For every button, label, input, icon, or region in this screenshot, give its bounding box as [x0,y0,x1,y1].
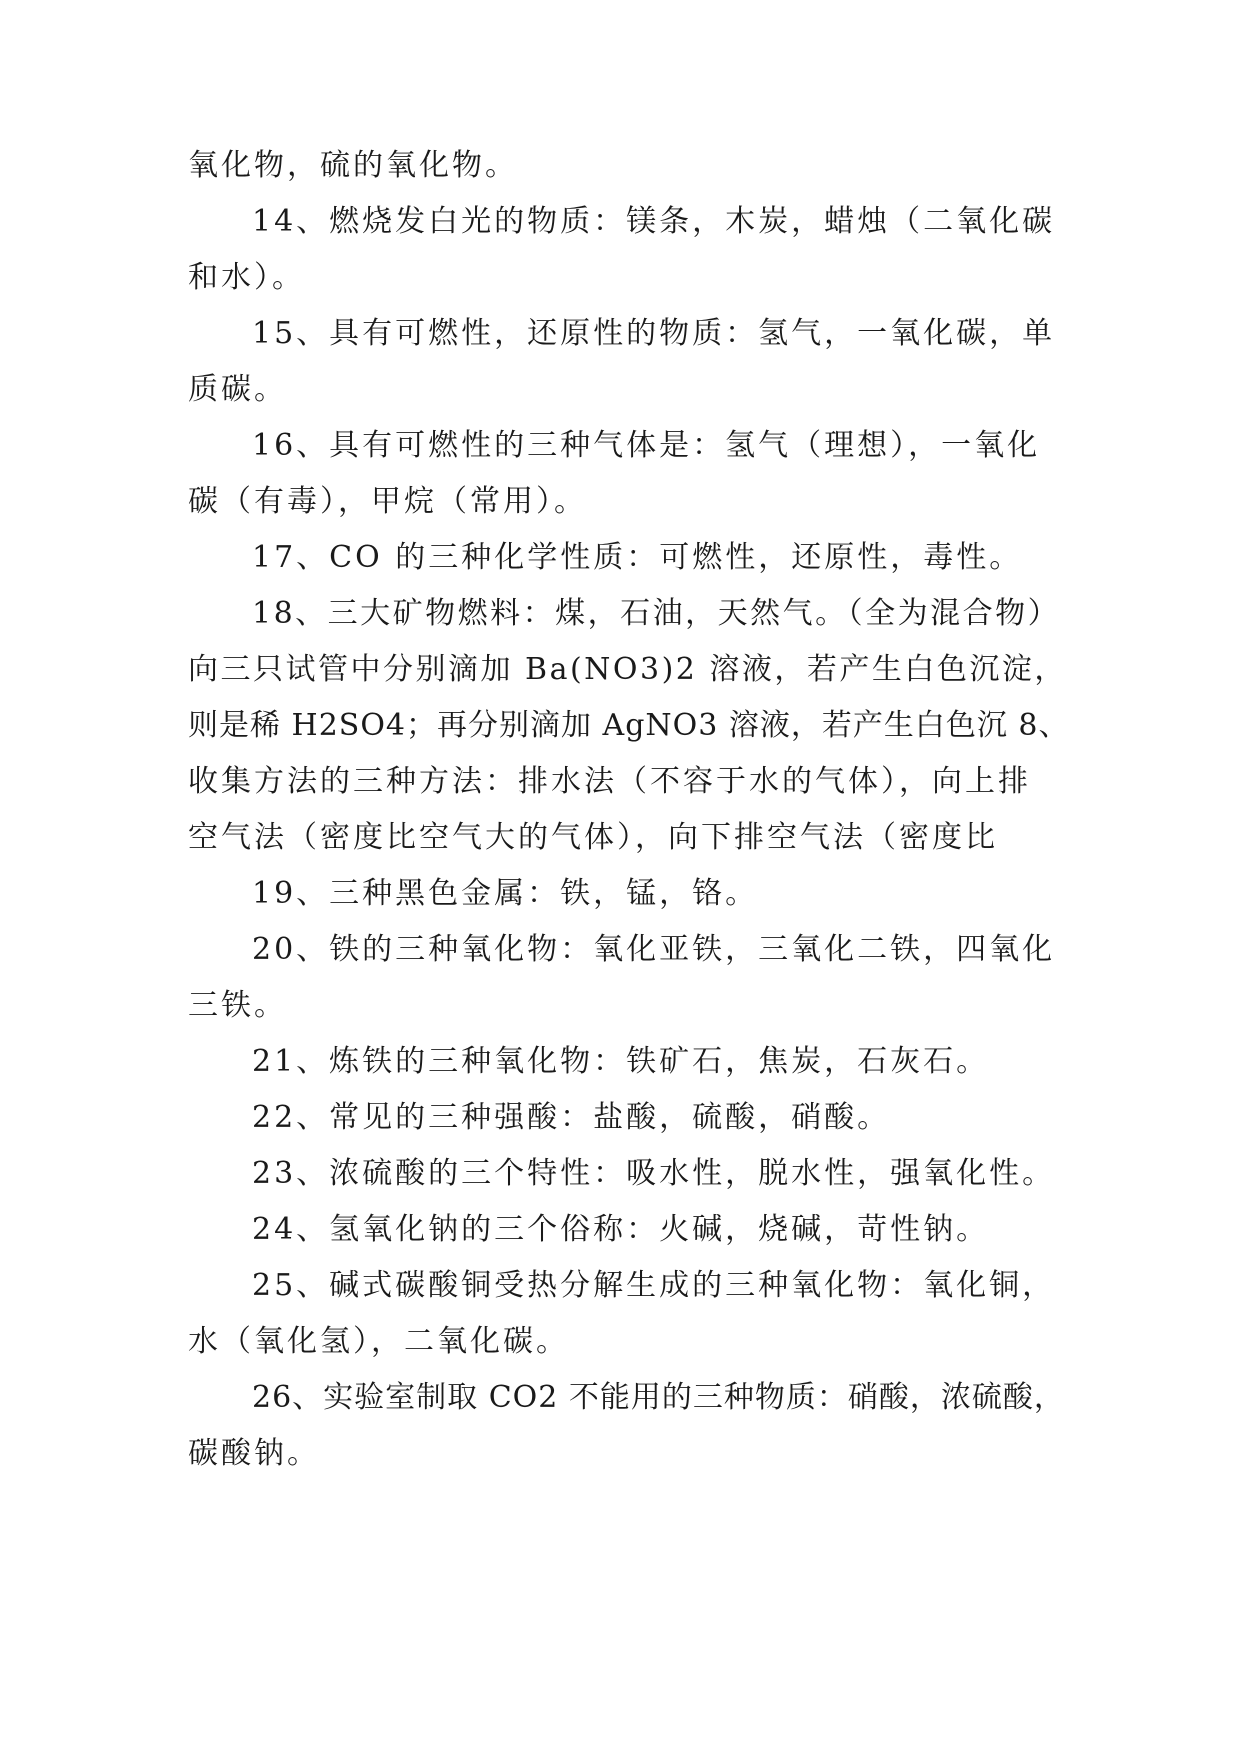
text-line: 18、三大矿物燃料：煤，石油，天然气。（全为混合物） [252,596,1061,631]
text-line: 21、炼铁的三种氧化物：铁矿石，焦炭，石灰石。 [252,1044,990,1079]
text-line: 碳（有毒），甲烷（常用）。 [188,484,587,519]
text-line: 收集方法的三种方法：排水法（不容于水的气体），向上排 [188,764,1031,799]
text-line: 19、三种黑色金属：铁，锰，铬。 [252,876,759,911]
text-line: 20、铁的三种氧化物：氧化亚铁，三氧化二铁，四氧化 [252,932,1056,967]
text-line: 三铁。 [188,988,287,1023]
text-line: 则是稀 H2SO4；再分别滴加 AgNO3 溶液，若产生白色沉 8、 [188,708,1070,743]
text-line: 氧化物，硫的氧化物。 [188,148,518,183]
text-line: 26、实验室制取 CO2 不能用的三种物质：硝酸，浓硫酸， [252,1380,1065,1415]
text-line: 15、具有可燃性，还原性的物质：氢气，一氧化碳，单 [252,316,1056,351]
text-line: 22、常见的三种强酸：盐酸，硫酸，硝酸。 [252,1100,891,1135]
text-line: 空气法（密度比空气大的气体），向下排空气法（密度比 [188,820,998,855]
text-line: 和水）。 [188,260,305,295]
text-line: 质碳。 [188,372,287,407]
text-line: 碳酸钠。 [188,1436,320,1471]
text-line: 17、CO 的三种化学性质：可燃性，还原性，毒性。 [252,540,1023,575]
text-line: 水（氧化氢），二氧化碳。 [188,1324,569,1359]
text-line: 向三只试管中分别滴加 Ba(NO3)2 溶液，若产生白色沉淀， [188,652,1067,687]
text-line: 14、燃烧发白光的物质：镁条，木炭，蜡烛（二氧化碳 [252,204,1056,239]
text-line: 25、碱式碳酸铜受热分解生成的三种氧化物：氧化铜， [252,1268,1056,1303]
text-line: 16、具有可燃性的三种气体是：氢气（理想），一氧化 [252,428,1041,463]
text-line: 23、浓硫酸的三个特性：吸水性，脱水性，强氧化性。 [252,1156,1056,1191]
text-line: 24、氢氧化钠的三个俗称：火碱，烧碱，苛性钠。 [252,1212,990,1247]
